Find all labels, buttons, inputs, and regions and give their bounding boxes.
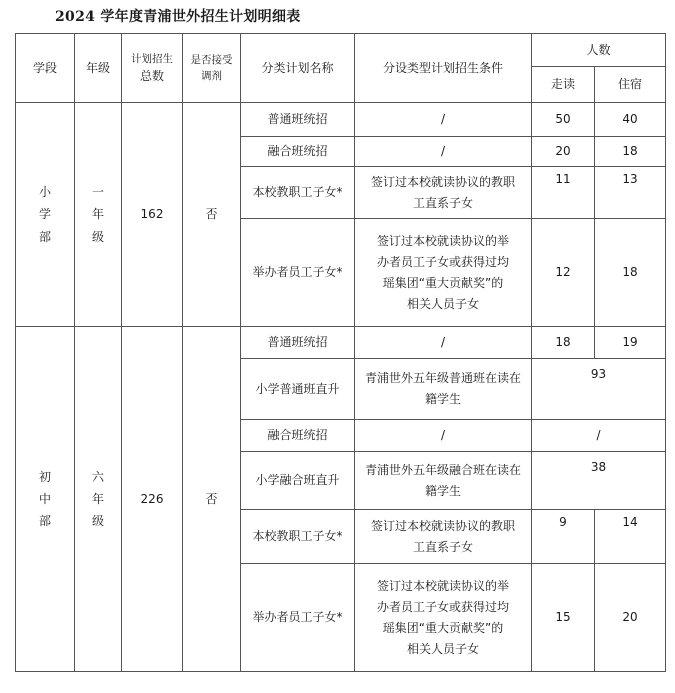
- primary-adjust: 否: [183, 103, 241, 327]
- middle-grade-cell: [75, 327, 122, 672]
- header-count: 人数: [532, 34, 666, 67]
- condition-line: 签订过本校就读协议的举: [376, 233, 509, 248]
- condition-line: 办者员工子女或获得过均: [376, 254, 509, 269]
- category-name: 小学普通班直升: [241, 359, 355, 420]
- category-name: 举办者员工子女*: [241, 564, 355, 672]
- condition-line: 籍学生: [424, 483, 461, 498]
- condition: /: [355, 420, 532, 452]
- boarding-count: 40: [595, 103, 666, 137]
- boarding-count: 14: [595, 510, 666, 564]
- header-adjust-line1: 是否接受: [190, 53, 233, 66]
- boarding-count: 13: [595, 167, 666, 219]
- category-name: 普通班统招: [241, 103, 355, 137]
- header-row: [16, 34, 666, 67]
- category-name: 融合班统招: [241, 137, 355, 167]
- middle-adjust: 否: [183, 327, 241, 672]
- primary-total: 162: [122, 103, 183, 327]
- day-count: 11: [532, 167, 595, 219]
- condition-line: 瑶集团“重大贡献奖”的: [382, 275, 504, 290]
- boarding-count: 18: [595, 219, 666, 327]
- header-boarding: 住宿: [595, 67, 666, 103]
- condition-line: 工直系子女: [412, 195, 473, 210]
- category-name: 本校教职工子女*: [241, 167, 355, 219]
- header-plan-total-line1: 计划招生: [131, 52, 173, 65]
- condition-line: 办者员工子女或获得过均: [376, 599, 509, 614]
- category-name: 普通班统招: [241, 327, 355, 359]
- day-count: 50: [532, 103, 595, 137]
- primary-section-cell: [16, 103, 75, 327]
- table-row: [16, 327, 666, 359]
- condition-line: 籍学生: [424, 392, 461, 406]
- middle-section: 初中部: [38, 469, 51, 529]
- category-name: 融合班统招: [241, 420, 355, 452]
- day-count: 15: [532, 564, 595, 672]
- merged-count: /: [532, 420, 666, 452]
- primary-grade-cell: [75, 103, 122, 327]
- day-count: 12: [532, 219, 595, 327]
- condition: [355, 219, 532, 327]
- header-adjust: [183, 34, 241, 103]
- condition: [355, 167, 532, 219]
- header-adjust-line2: 调剂: [201, 70, 222, 82]
- boarding-count: 19: [595, 327, 666, 359]
- header-plan-total-line2: 总数: [139, 68, 164, 83]
- primary-section: 小学部: [38, 185, 51, 244]
- middle-total: 226: [122, 327, 183, 672]
- condition: [355, 452, 532, 510]
- day-count: 20: [532, 137, 595, 167]
- condition: [355, 564, 532, 672]
- condition-line: 签订过本校就读协议的教职: [370, 518, 515, 533]
- boarding-count: 20: [595, 564, 666, 672]
- condition-line: 签订过本校就读协议的举: [376, 578, 509, 593]
- condition-line: 青浦世外五年级融合班在读在: [364, 462, 521, 477]
- enrollment-plan-table: [15, 33, 666, 672]
- condition: [355, 359, 532, 420]
- merged-count: 38: [532, 452, 666, 510]
- header-school-section: 学段: [16, 34, 75, 103]
- day-count: 9: [532, 510, 595, 564]
- merged-count: 93: [532, 359, 666, 420]
- table-row: [16, 103, 666, 137]
- header-category-name: 分类计划名称: [241, 34, 355, 103]
- category-name: 举办者员工子女*: [241, 219, 355, 327]
- primary-grade: 一年级: [91, 185, 104, 244]
- condition-line: 工直系子女: [412, 539, 473, 554]
- condition: [355, 510, 532, 564]
- condition-line: 相关人员子女: [406, 296, 479, 311]
- header-plan-total: [122, 34, 183, 103]
- header-grade: 年级: [75, 34, 122, 103]
- header-day: 走读: [532, 67, 595, 103]
- condition: /: [355, 327, 532, 359]
- middle-grade: 六年级: [91, 469, 104, 529]
- header-conditions: 分设类型计划招生条件: [355, 34, 532, 103]
- condition-line: 相关人员子女: [406, 641, 479, 656]
- condition: /: [355, 137, 532, 167]
- day-count: 18: [532, 327, 595, 359]
- condition-line: 青浦世外五年级普通班在读在: [364, 371, 521, 385]
- boarding-count: 18: [595, 137, 666, 167]
- category-name: 本校教职工子女*: [241, 510, 355, 564]
- middle-section-cell: [16, 327, 75, 672]
- condition: /: [355, 103, 532, 137]
- category-name: 小学融合班直升: [241, 452, 355, 510]
- condition-line: 瑶集团“重大贡献奖”的: [382, 620, 504, 635]
- page-title: 2024 学年度青浦世外招生计划明细表: [55, 9, 301, 25]
- condition-line: 签订过本校就读协议的教职: [370, 174, 515, 189]
